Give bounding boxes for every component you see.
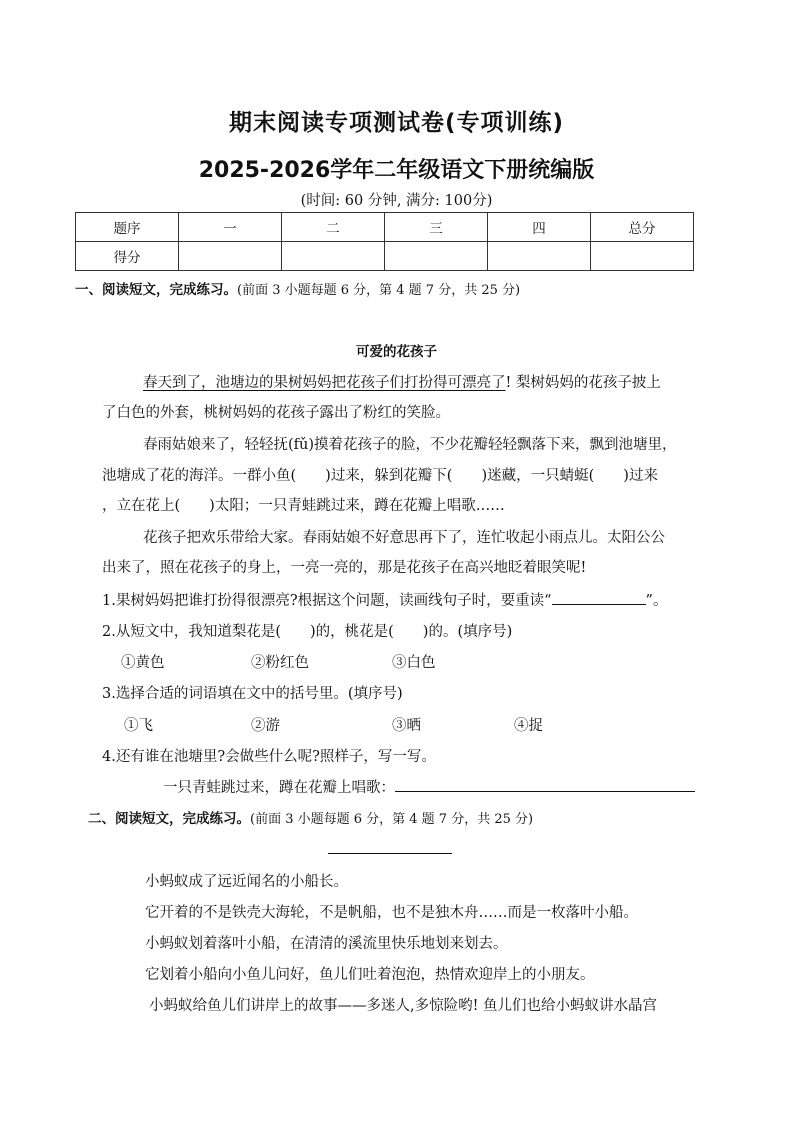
q2-option: ①黄色 [121,655,165,671]
paragraph-text: ! 梨树妈妈的花孩子披上 [505,375,661,391]
section1-header [75,278,520,298]
question-text: ”。 [645,593,668,609]
paragraph-1 [143,371,661,392]
underlined-sentence: 春天到了，池塘边的果树妈妈把花孩子们打扮得可漂亮了 [143,375,506,391]
table-cell: 得分 [76,242,179,271]
question-text: 1.果树妈妈把谁打扮得很漂亮?根据这个问题，读画线句子时，要重读“ [102,593,552,609]
score-blank-cell[interactable] [488,242,591,271]
paragraph-text: 花孩子把欢乐带给大家。春雨姑娘不好意思再下了，连忙收起小雨点儿。太阳公公 [143,530,665,546]
q3-option: ④捉 [514,718,543,734]
paragraph-text: 它开着的不是铁壳大海轮，不是帆船，也不是独木舟……而是一枚落叶小船。 [145,905,638,921]
table-cell: 四 [488,213,591,242]
table-cell: 二 [282,213,385,242]
paragraph-text: 了白色的外套，桃树妈妈的花孩子露出了粉红的笑脸。 [102,405,450,421]
paragraph-text: 春雨姑娘来了，轻轻抚(fǔ)摸着花孩子的脸，不少花瓣轻轻飘落下来，飘到池塘里， [143,437,677,453]
score-blank-cell[interactable] [179,242,282,271]
section1-note: (前面 3 小题每题 6 分，第 4 题 7 分，共 25 分) [237,283,521,298]
score-table [75,212,694,271]
score-blank-cell[interactable] [385,242,488,271]
question-1 [102,589,667,610]
paragraph-text: 出来了，照在花孩子的身上，一亮一亮的，那是花孩子在高兴地眨着眼笑呢! [102,560,587,576]
document-subtitle: 2025-2026学年二年级语文下册统编版 [198,158,595,183]
paragraph-text: 小蚂蚁成了远近闻名的小船长。 [145,874,348,890]
q3-option: ①飞 [124,718,153,734]
q2-option: ③白色 [392,655,436,671]
exam-info: (时间: 60 分钟, 满分: 100分) [300,193,493,209]
question-4: 4.还有谁在池塘里?会做些什么呢?照样子，写一写。 [102,749,436,765]
section2-note: (前面 3 小题每题 6 分，第 4 题 7 分，共 25 分) [250,812,534,827]
answer-blank[interactable] [552,590,646,605]
question-3: 3.选择合适的词语填在文中的括号里。(填序号) [102,686,403,702]
q3-option: ②游 [251,718,280,734]
paragraph-text: 池塘成了花的海洋。一群小鱼( )过来，躲到花瓣下( )迷藏，一只蜻蜓( )过来 [102,468,658,484]
question-text: 一只青蛙跳过来，蹲在花瓣上唱歌： [163,780,395,796]
table-cell: 三 [385,213,488,242]
table-row [76,213,694,242]
table-cell: 题序 [76,213,179,242]
score-blank-cell[interactable] [591,242,694,271]
section2-header [88,807,533,827]
table-cell: 一 [179,213,282,242]
paragraph-text: 小蚂蚁给鱼儿们讲岸上的故事——多迷人,多惊险哟! 鱼儿们也给小蚂蚁讲水晶宫 [149,998,658,1014]
section2-heading: 二、阅读短文，完成练习。 [88,811,250,827]
document-title: 期末阅读专项测试卷(专项训练) [228,110,565,136]
score-blank-cell[interactable] [282,242,385,271]
table-row [76,242,694,271]
passage-title: 可爱的花孩子 [356,344,437,360]
q3-option: ③晒 [392,718,421,734]
paragraph-text: 它划着小船向小鱼儿问好，鱼儿们吐着泡泡，热情欢迎岸上的小朋友。 [145,967,595,983]
answer-line[interactable] [395,777,695,792]
paragraph-text: ，立在花上( )太阳；一只青蛙跳过来，蹲在花瓣上唱歌…… [102,498,505,514]
question-2: 2.从短文中，我知道梨花是( )的，桃花是( )的。(填序号) [102,624,513,640]
q4-example [163,776,695,797]
q2-option: ②粉红色 [251,655,309,671]
section1-heading: 一、阅读短文，完成练习。 [75,282,237,298]
passage2-title-blank[interactable] [328,853,452,854]
table-cell: 总分 [591,213,694,242]
paragraph-text: 小蚂蚁划着落叶小船，在清清的溪流里快乐地划来划去。 [145,936,508,952]
